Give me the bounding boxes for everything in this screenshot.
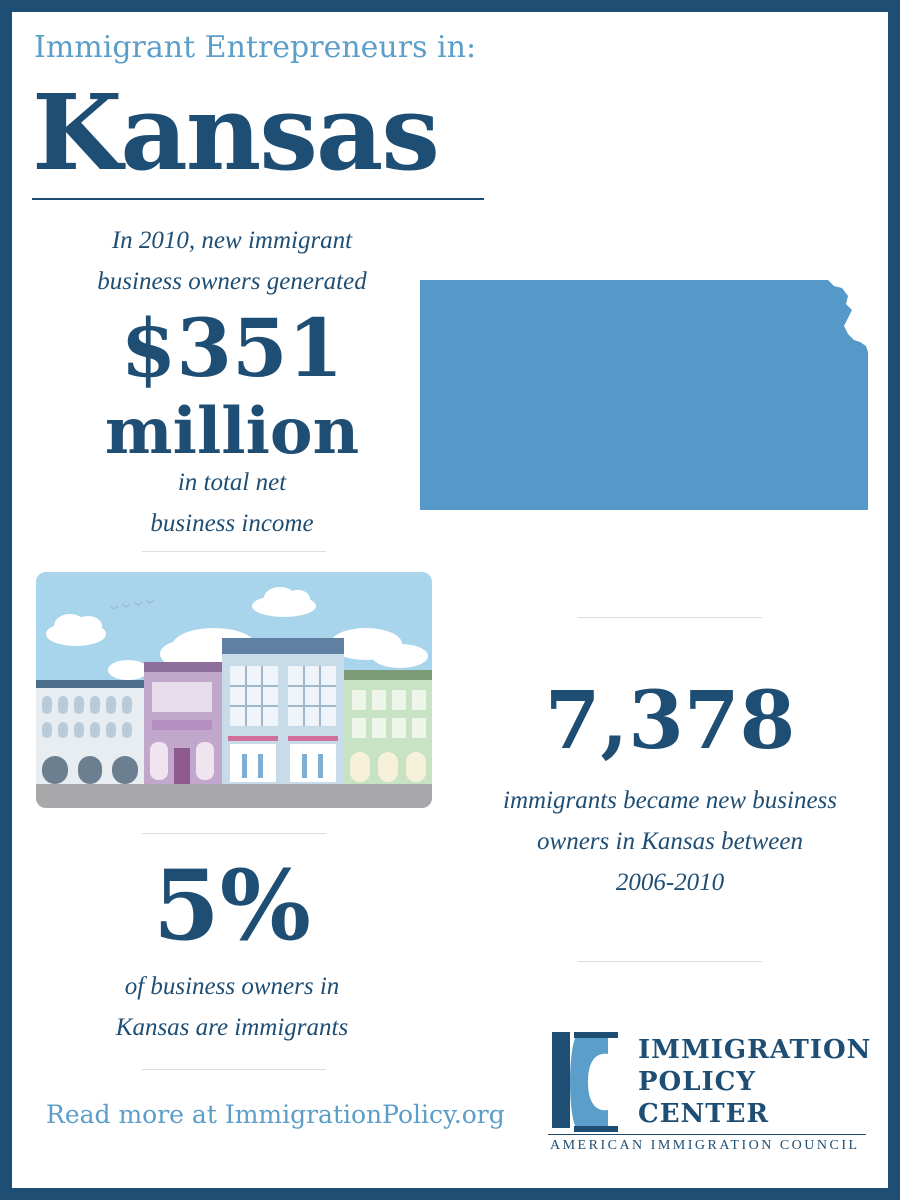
income-tail-line-1: in total net [177, 469, 287, 496]
storefront-illustration-icon [36, 572, 432, 808]
share-line-2: Kansas are immigrants [115, 1014, 349, 1041]
income-tail [42, 462, 422, 544]
income-lead-line-1: In 2010, new immigrant [111, 227, 353, 254]
income-amount: $351 [120, 301, 344, 395]
new-owners-count: 7,378 [544, 673, 796, 767]
share-percent: 5% [152, 849, 311, 962]
page-title: Kansas [32, 71, 438, 194]
divider [142, 833, 326, 834]
logo-divider [548, 1134, 866, 1135]
new-owners-line-1: immigrants became new business [503, 787, 837, 814]
divider [578, 961, 762, 962]
logo-line-3: CENTER [638, 1099, 770, 1129]
divider [142, 551, 326, 552]
ipc-logo-mark-icon [548, 1032, 628, 1132]
title-divider [32, 198, 484, 200]
income-lead-line-2: business owners generated [97, 268, 367, 295]
footer-link[interactable]: Read more at ImmigrationPolicy.org [46, 1100, 505, 1129]
logo-line-2: POLICY [638, 1067, 756, 1097]
income-unit: million [104, 394, 360, 469]
page-subtitle: Immigrant Entrepreneurs in: [34, 30, 477, 65]
share-line-1: of business owners in [124, 973, 340, 1000]
divider [142, 1069, 326, 1070]
ipc-logo [548, 1028, 872, 1158]
divider [578, 617, 762, 618]
new-owners-caption [452, 780, 888, 903]
share-caption [42, 966, 422, 1048]
income-stat [42, 220, 422, 302]
new-owners-line-2: owners in Kansas between [537, 828, 803, 855]
new-owners-line-3: 2006-2010 [615, 869, 725, 896]
infographic-poster [12, 12, 888, 1188]
income-tail-line-2: business income [150, 510, 314, 537]
logo-line-1: IMMIGRATION [638, 1035, 872, 1065]
logo-tagline: AMERICAN IMMIGRATION COUNCIL [550, 1138, 860, 1153]
kansas-map-icon [418, 276, 870, 512]
